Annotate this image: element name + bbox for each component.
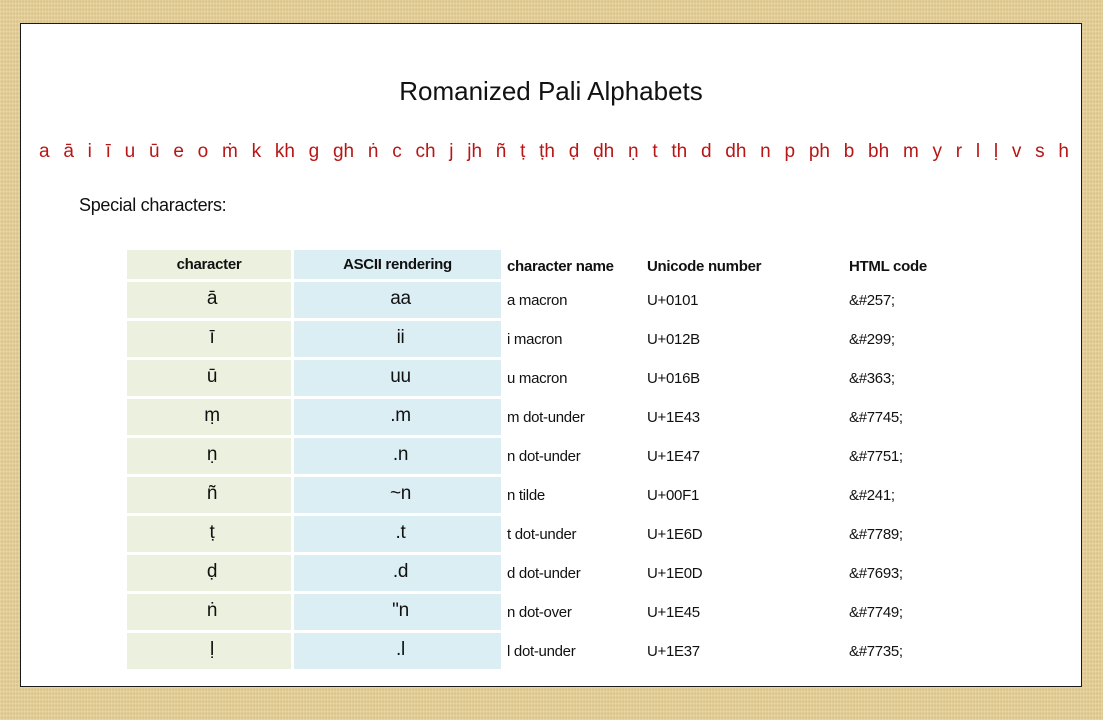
table-row bbox=[127, 321, 969, 360]
alphabet-letter: c bbox=[392, 141, 402, 162]
cell-html-code: &#7735; bbox=[849, 643, 903, 660]
cell-html-code: &#7749; bbox=[849, 604, 903, 621]
table-body bbox=[127, 282, 969, 672]
cell-html-code: &#7751; bbox=[849, 448, 903, 465]
cell-character-name: i macron bbox=[507, 331, 563, 348]
alphabet-letter: ñ bbox=[495, 141, 507, 162]
alphabet-letter: s bbox=[1035, 141, 1045, 162]
cell-html-code: &#363; bbox=[849, 370, 895, 387]
cell-ascii-rendering: ~n bbox=[294, 477, 501, 516]
cell-character-name: t dot-under bbox=[507, 526, 577, 543]
cell-unicode-number: U+1E0D bbox=[647, 565, 703, 582]
cell-ascii-rendering: .l bbox=[294, 633, 501, 672]
alphabet-letter: u bbox=[124, 141, 136, 162]
cell-ascii-rendering: "n bbox=[294, 594, 501, 633]
cell-character: ā bbox=[127, 282, 294, 321]
alphabet-letter: k bbox=[251, 141, 262, 162]
alphabet-letter: kh bbox=[274, 141, 295, 162]
alphabet-letter: a bbox=[39, 141, 50, 162]
cell-html-code: &#257; bbox=[849, 292, 895, 309]
cell-ascii-rendering: uu bbox=[294, 360, 501, 399]
alphabet-letter: l bbox=[975, 141, 981, 162]
cell-character: ñ bbox=[127, 477, 294, 516]
alphabet-letter: e bbox=[173, 141, 184, 162]
header-character-name: character name bbox=[507, 257, 614, 275]
table-row bbox=[127, 516, 969, 555]
alphabet-letter: n bbox=[760, 141, 771, 162]
header-character: character bbox=[127, 250, 294, 282]
table-header-row bbox=[127, 250, 969, 282]
cell-html-code: &#7693; bbox=[849, 565, 903, 582]
table-row bbox=[127, 282, 969, 321]
header-html-code: HTML code bbox=[849, 257, 927, 275]
alphabet-letter: ṇ bbox=[627, 141, 639, 162]
cell-unicode-number: U+1E37 bbox=[647, 643, 700, 660]
cell-character: ṭ bbox=[127, 516, 294, 555]
cell-ascii-rendering: ii bbox=[294, 321, 501, 360]
table-row bbox=[127, 399, 969, 438]
slide-panel bbox=[20, 23, 1082, 687]
alphabet-letter: b bbox=[843, 141, 855, 162]
alphabet-letter: ī bbox=[105, 141, 111, 162]
cell-character: ṅ bbox=[127, 594, 294, 633]
table-row bbox=[127, 360, 969, 399]
alphabet-letter: ch bbox=[415, 141, 436, 162]
alphabet-letter: y bbox=[932, 141, 943, 162]
alphabet-letter: ḍh bbox=[593, 141, 615, 162]
cell-ascii-rendering: aa bbox=[294, 282, 501, 321]
cell-html-code: &#7789; bbox=[849, 526, 903, 543]
cell-unicode-number: U+1E47 bbox=[647, 448, 700, 465]
alphabet-letter: bh bbox=[868, 141, 890, 162]
alphabet-letter: ḍ bbox=[568, 141, 580, 162]
alphabet-letter: ṭ bbox=[520, 141, 526, 162]
special-characters-heading: Special characters: bbox=[79, 195, 227, 215]
alphabet-letter: ḷ bbox=[993, 141, 999, 162]
alphabet-letter: o bbox=[197, 141, 209, 162]
cell-html-code: &#299; bbox=[849, 331, 895, 348]
alphabet-letter: th bbox=[671, 141, 688, 162]
alphabet-letter: i bbox=[87, 141, 92, 162]
alphabet-letter: ph bbox=[808, 141, 830, 162]
alphabet-row bbox=[39, 141, 1069, 163]
alphabet-letter: g bbox=[308, 141, 320, 162]
cell-character: ḷ bbox=[127, 633, 294, 672]
table-row bbox=[127, 555, 969, 594]
alphabet-letter: ṅ bbox=[367, 141, 379, 162]
cell-unicode-number: U+1E43 bbox=[647, 409, 700, 426]
cell-character-name: l dot-under bbox=[507, 643, 576, 660]
cell-character: ḍ bbox=[127, 555, 294, 594]
alphabet-letter: ṭh bbox=[539, 141, 556, 162]
table-row bbox=[127, 438, 969, 477]
page-title: Romanized Pali Alphabets bbox=[399, 76, 703, 106]
header-unicode-number: Unicode number bbox=[647, 257, 762, 275]
cell-character-name: u macron bbox=[507, 370, 568, 387]
cell-unicode-number: U+012B bbox=[647, 331, 700, 348]
alphabet-letter: ā bbox=[63, 141, 74, 162]
alphabet-letter: h bbox=[1058, 141, 1069, 162]
cell-unicode-number: U+1E45 bbox=[647, 604, 700, 621]
alphabet-letter: ū bbox=[149, 141, 160, 162]
alphabet-letter: jh bbox=[467, 141, 483, 162]
table-row bbox=[127, 594, 969, 633]
alphabet-letter: d bbox=[700, 141, 712, 162]
cell-character-name: m dot-under bbox=[507, 409, 585, 426]
cell-unicode-number: U+00F1 bbox=[647, 487, 699, 504]
header-ascii-rendering: ASCII rendering bbox=[294, 250, 501, 282]
cell-character-name: d dot-under bbox=[507, 565, 581, 582]
cell-character-name: n dot-under bbox=[507, 448, 581, 465]
cell-character-name: a macron bbox=[507, 292, 568, 309]
alphabet-letter: gh bbox=[332, 141, 355, 162]
alphabet-letter: p bbox=[784, 141, 796, 162]
cell-character-name: n tilde bbox=[507, 487, 545, 504]
alphabet-letter: ṁ bbox=[221, 141, 238, 162]
alphabet-letter: t bbox=[652, 141, 658, 162]
cell-character-name: n dot-over bbox=[507, 604, 572, 621]
cell-character: ṇ bbox=[127, 438, 294, 477]
cell-html-code: &#241; bbox=[849, 487, 895, 504]
cell-ascii-rendering: .m bbox=[294, 399, 501, 438]
alphabet-letter: dh bbox=[725, 141, 747, 162]
alphabet-letter: m bbox=[902, 141, 919, 162]
cell-html-code: &#7745; bbox=[849, 409, 903, 426]
cell-ascii-rendering: .d bbox=[294, 555, 501, 594]
cell-ascii-rendering: .t bbox=[294, 516, 501, 555]
cell-character: ū bbox=[127, 360, 294, 399]
table-row bbox=[127, 477, 969, 516]
cell-character: ī bbox=[127, 321, 294, 360]
cell-ascii-rendering: .n bbox=[294, 438, 501, 477]
alphabet-letter: j bbox=[449, 141, 454, 162]
special-characters-table bbox=[127, 250, 969, 672]
cell-character: ṃ bbox=[127, 399, 294, 438]
table-row bbox=[127, 633, 969, 672]
cell-unicode-number: U+0101 bbox=[647, 292, 699, 309]
alphabet-letter: v bbox=[1011, 141, 1022, 162]
cell-unicode-number: U+1E6D bbox=[647, 526, 703, 543]
cell-unicode-number: U+016B bbox=[647, 370, 700, 387]
alphabet-letter: r bbox=[955, 141, 963, 162]
